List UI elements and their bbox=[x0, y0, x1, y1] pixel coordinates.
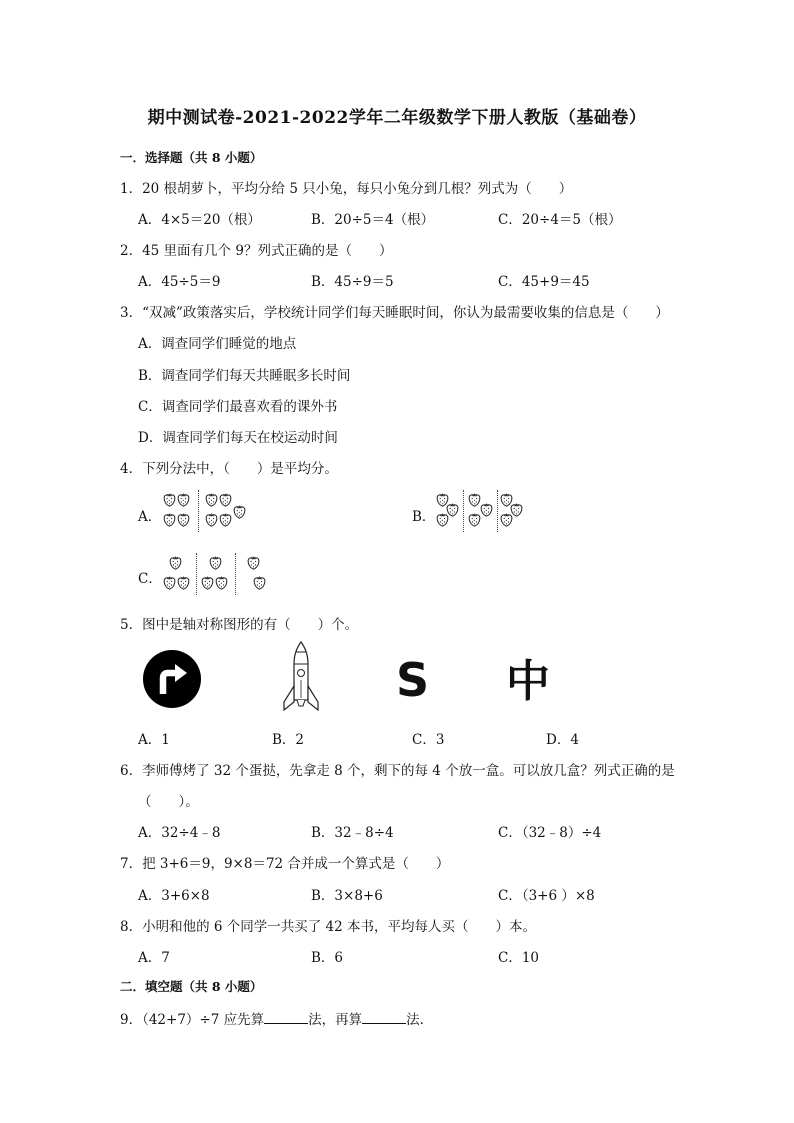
question-8-stem: 8．小明和他的 6 个同学一共买了 42 本书，平均每人买（ ）本。 bbox=[120, 919, 537, 935]
letter-s-figure: S bbox=[396, 653, 430, 707]
divider bbox=[497, 490, 498, 532]
question-1-option-c[interactable]: C．20÷4＝5（根） bbox=[498, 212, 622, 228]
question-4-stem: 4．下列分法中，（ ）是平均分。 bbox=[120, 461, 338, 477]
rocket-icon bbox=[280, 640, 322, 716]
page-title: 期中测试卷-2021-2022学年二年级数学下册人教版（基础卷） bbox=[147, 108, 647, 128]
question-1-option-a[interactable]: A．4×5＝20（根） bbox=[138, 212, 261, 228]
question-1-stem: 1．20 根胡萝卜，平均分给 5 只小兔，每只小兔分到几根？列式为（ ） bbox=[120, 181, 573, 197]
question-4-option-b[interactable]: B． bbox=[412, 509, 436, 525]
question-9-blank-2[interactable] bbox=[362, 1011, 406, 1024]
strawberry-icon bbox=[219, 512, 232, 527]
question-9-blank-1[interactable] bbox=[264, 1011, 308, 1024]
question-5-option-d[interactable]: D．4 bbox=[546, 732, 579, 748]
strawberry-icon bbox=[247, 555, 260, 570]
question-5-option-a[interactable]: A．1 bbox=[138, 732, 170, 748]
strawberry-icon bbox=[500, 512, 513, 527]
question-8-option-a[interactable]: A．7 bbox=[138, 950, 170, 966]
question-6-option-a[interactable]: A．32÷4﹣8 bbox=[138, 825, 221, 841]
question-3-option-a[interactable]: A．调查同学们睡觉的地点 bbox=[138, 336, 297, 352]
strawberry-icon bbox=[177, 512, 190, 527]
divider bbox=[198, 490, 199, 532]
strawberry-icon bbox=[177, 492, 190, 507]
question-9 bbox=[120, 1008, 433, 1028]
strawberry-icon bbox=[233, 504, 246, 519]
character-zhong-figure: 中 bbox=[506, 656, 550, 707]
strawberry-icon bbox=[215, 575, 228, 590]
strawberry-icon bbox=[205, 512, 218, 527]
question-5-option-c[interactable]: C．3 bbox=[412, 732, 445, 748]
divider bbox=[463, 490, 464, 532]
question-7-option-b[interactable]: B．3×8+6 bbox=[311, 888, 383, 904]
question-4-option-c[interactable]: C． bbox=[138, 571, 162, 587]
question-4-option-a[interactable]: A． bbox=[138, 509, 162, 525]
question-4-figure-b bbox=[434, 490, 526, 532]
strawberry-icon bbox=[163, 492, 176, 507]
strawberry-icon bbox=[169, 555, 182, 570]
question-6-option-c[interactable]: C．（32﹣8）÷4 bbox=[498, 825, 602, 841]
question-3-option-b[interactable]: B．调查同学们每天共睡眠多长时间 bbox=[138, 368, 351, 384]
section-fill-heading: 二．填空题（共 8 小题） bbox=[120, 979, 263, 994]
section-choice-heading: 一．选择题（共 8 小题） bbox=[120, 150, 263, 165]
divider bbox=[196, 553, 197, 595]
question-3-stem: 3．“双减”政策落实后，学校统计同学们每天睡眠时间，你认为最需要收集的信息是（ ） bbox=[120, 305, 669, 321]
question-7-option-a[interactable]: A．3+6×8 bbox=[138, 888, 210, 904]
question-5-stem: 5．图中是轴对称图形的有（ ）个。 bbox=[120, 617, 359, 633]
question-5-option-b[interactable]: B．2 bbox=[272, 732, 305, 748]
strawberry-icon bbox=[480, 502, 493, 517]
turn-right-sign-icon bbox=[142, 649, 202, 709]
strawberry-icon bbox=[177, 575, 190, 590]
strawberry-icon bbox=[205, 492, 218, 507]
question-8-option-c[interactable]: C．10 bbox=[498, 950, 540, 966]
question-8-option-b[interactable]: B．6 bbox=[311, 950, 344, 966]
question-9-part-1: 9．（42+7）÷7 应先算 bbox=[120, 1012, 265, 1028]
question-3-option-c[interactable]: C．调查同学们最喜欢看的课外书 bbox=[138, 399, 338, 415]
question-6-stem: 6．李师傅烤了 32 个蛋挞，先拿走 8 个，剩下的每 4 个放一盒。可以放几盒？列式正确的是 bbox=[120, 763, 675, 779]
strawberry-icon bbox=[446, 502, 459, 517]
question-3-option-d[interactable]: D．调查同学们每天在校运动时间 bbox=[138, 430, 338, 446]
strawberry-icon bbox=[201, 575, 214, 590]
question-2-stem: 2．45 里面有几个 9？列式正确的是（ ） bbox=[120, 243, 393, 259]
strawberry-icon bbox=[209, 555, 222, 570]
question-1-option-b[interactable]: B．20÷5＝4（根） bbox=[311, 212, 435, 228]
question-2-option-c[interactable]: C．45+9＝45 bbox=[498, 274, 590, 290]
strawberry-icon bbox=[163, 512, 176, 527]
question-2-option-a[interactable]: A．45÷5＝9 bbox=[138, 274, 221, 290]
question-7-stem: 7．把 3+6＝9，9×8＝72 合并成一个算式是（ ） bbox=[120, 856, 450, 872]
question-7-option-c[interactable]: C．（3+6 ）×8 bbox=[498, 888, 595, 904]
strawberry-icon bbox=[219, 492, 232, 507]
strawberry-icon bbox=[163, 575, 176, 590]
divider bbox=[235, 553, 236, 595]
question-4-figure-a bbox=[161, 490, 249, 532]
question-9-part-2: 法，再算 bbox=[308, 1012, 363, 1028]
question-2-option-b[interactable]: B．45÷9＝5 bbox=[311, 274, 394, 290]
strawberry-icon bbox=[253, 575, 266, 590]
question-9-part-3: 法． bbox=[406, 1012, 434, 1028]
question-4-figure-c bbox=[161, 553, 273, 595]
question-6-stem-continued: （ ）。 bbox=[138, 794, 199, 810]
question-6-option-b[interactable]: B．32﹣8÷4 bbox=[311, 825, 394, 841]
